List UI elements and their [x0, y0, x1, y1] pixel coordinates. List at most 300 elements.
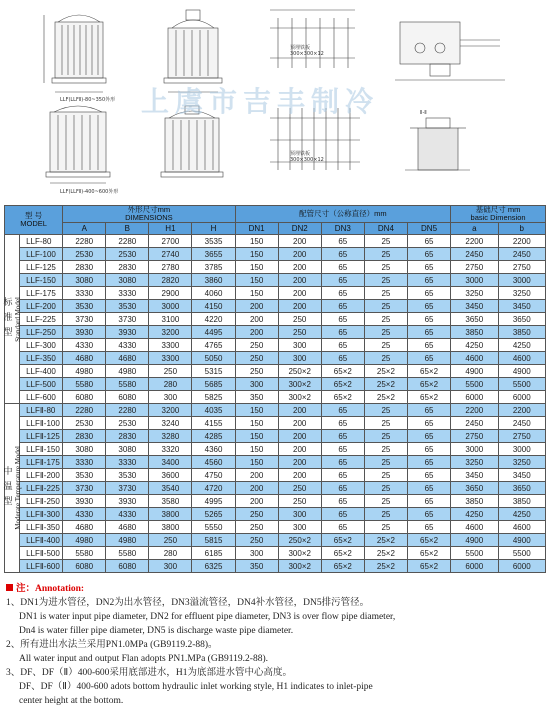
value-cell: 3400	[149, 456, 192, 469]
value-cell: 65×2	[321, 547, 364, 560]
value-cell: 150	[235, 235, 278, 248]
value-cell: 3530	[106, 469, 149, 482]
value-cell: 200	[278, 404, 321, 417]
value-cell: 4330	[63, 508, 106, 521]
value-cell: 2530	[106, 417, 149, 430]
value-cell: 5500	[498, 547, 545, 560]
model-cell: LLFⅡ-300	[20, 508, 63, 521]
model-cell: LLFⅡ-400	[20, 534, 63, 547]
model-cell: LLF-300	[20, 339, 63, 352]
value-cell: 300	[278, 521, 321, 534]
value-cell: 4600	[498, 352, 545, 365]
value-cell: 200	[278, 443, 321, 456]
value-cell: 65	[407, 508, 450, 521]
value-cell: 300×2	[278, 391, 321, 404]
value-cell: 3200	[149, 404, 192, 417]
note-line: DN1 is water input pipe diameter, DN2 for effluent pipe diameter, DN3 is over flow pipe diameter,	[19, 612, 396, 622]
model-cell: LLF-100	[20, 248, 63, 261]
value-cell: 2780	[149, 261, 192, 274]
value-cell: 3730	[106, 313, 149, 326]
table-row	[5, 248, 546, 261]
value-cell: 3200	[149, 326, 192, 339]
value-cell: 3650	[498, 482, 545, 495]
value-cell: 2530	[63, 417, 106, 430]
value-cell: 3850	[451, 326, 498, 339]
value-cell: 4250	[498, 339, 545, 352]
value-cell: 65	[407, 326, 450, 339]
value-cell: 3580	[149, 495, 192, 508]
value-cell: 3930	[63, 326, 106, 339]
model-cell: LLFⅡ-150	[20, 443, 63, 456]
model-cell: LLFⅡ-80	[20, 404, 63, 417]
value-cell: 25×2	[364, 560, 407, 573]
value-cell: 300	[278, 508, 321, 521]
value-cell: 65	[321, 261, 364, 274]
value-cell: 65	[407, 274, 450, 287]
value-cell: 5500	[498, 378, 545, 391]
value-cell: 5580	[63, 378, 106, 391]
value-cell: 4250	[451, 339, 498, 352]
value-cell: 4980	[63, 534, 106, 547]
column-header: H	[192, 223, 235, 235]
table-row	[5, 469, 546, 482]
value-cell: 65	[321, 456, 364, 469]
value-cell: 200	[278, 274, 321, 287]
value-cell: 3800	[149, 508, 192, 521]
value-cell: 65×2	[407, 547, 450, 560]
value-cell: 3530	[63, 300, 106, 313]
table-body	[1, 235, 546, 573]
value-cell: 4330	[106, 508, 149, 521]
model-cell: LLFⅡ-600	[20, 560, 63, 573]
value-cell: 25	[364, 469, 407, 482]
value-cell: 25	[364, 248, 407, 261]
note-line: DF、DF（Ⅱ）400-600 adots bottom hydraulic inlet working style, H1 indicates to inlet-pipe	[19, 682, 373, 692]
note-line: center height at the bottom.	[19, 696, 124, 706]
value-cell: 3450	[498, 469, 545, 482]
value-cell: 2900	[149, 287, 192, 300]
value-cell: 200	[235, 313, 278, 326]
column-header: DN1	[235, 223, 278, 235]
value-cell: 65	[407, 430, 450, 443]
column-header-row	[5, 223, 546, 235]
value-cell: 4060	[192, 287, 235, 300]
value-cell: 6000	[451, 391, 498, 404]
value-cell: 65	[407, 443, 450, 456]
value-cell: 200	[278, 261, 321, 274]
tower-elevation-3	[46, 106, 110, 183]
value-cell: 2450	[451, 248, 498, 261]
value-cell: 250	[235, 508, 278, 521]
value-cell: 65×2	[407, 365, 450, 378]
table-row	[5, 456, 546, 469]
value-cell: 65	[321, 404, 364, 417]
value-cell: 150	[235, 417, 278, 430]
value-cell: 6000	[451, 560, 498, 573]
value-cell: 65	[321, 313, 364, 326]
value-cell: 65	[321, 508, 364, 521]
value-cell: 250×2	[278, 534, 321, 547]
table-row	[5, 547, 546, 560]
tower-elevation-1	[44, 15, 106, 92]
column-header: A	[63, 223, 106, 235]
value-cell: 6080	[106, 391, 149, 404]
value-cell: 3250	[498, 287, 545, 300]
value-cell: 25×2	[364, 534, 407, 547]
value-cell: 65	[407, 248, 450, 261]
value-cell: 25	[364, 495, 407, 508]
value-cell: 300×2	[278, 547, 321, 560]
group-label-en: Standard Model	[13, 296, 22, 342]
model-cell: LLFⅡ-250	[20, 495, 63, 508]
value-cell: 4330	[63, 339, 106, 352]
value-cell: 5685	[192, 378, 235, 391]
value-cell: 350	[235, 391, 278, 404]
value-cell: 2280	[106, 404, 149, 417]
table-row	[5, 378, 546, 391]
table-row	[5, 300, 546, 313]
value-cell: 25	[364, 300, 407, 313]
value-cell: 25	[364, 313, 407, 326]
value-cell: 4360	[192, 443, 235, 456]
table-row	[5, 274, 546, 287]
value-cell: 25	[364, 482, 407, 495]
value-cell: 3080	[63, 443, 106, 456]
value-cell: 3655	[192, 248, 235, 261]
value-cell: 65	[321, 482, 364, 495]
model-group-label	[1, 235, 22, 404]
value-cell: 4680	[63, 352, 106, 365]
value-cell: 5580	[106, 547, 149, 560]
column-header: DN2	[278, 223, 321, 235]
value-cell: 200	[278, 417, 321, 430]
value-cell: 25	[364, 339, 407, 352]
value-cell: 3930	[106, 495, 149, 508]
value-cell: 3860	[192, 274, 235, 287]
value-cell: 65	[407, 261, 450, 274]
table-row	[5, 521, 546, 534]
value-cell: 2530	[106, 248, 149, 261]
value-cell: 350	[235, 560, 278, 573]
value-cell: 3300	[149, 339, 192, 352]
value-cell: 200	[278, 248, 321, 261]
foundation-plan-1	[270, 10, 355, 68]
column-header: a	[451, 223, 498, 235]
value-cell: 65×2	[407, 534, 450, 547]
pipe-connection-detail	[395, 22, 505, 80]
value-cell: 2830	[106, 261, 149, 274]
value-cell: 3300	[149, 352, 192, 365]
bullet-square-icon	[6, 584, 13, 591]
value-cell: 2200	[451, 235, 498, 248]
note-line: All water input and output Flan adopts PN1.MPa (GB9119.2-88).	[19, 654, 269, 664]
table-row	[5, 404, 546, 417]
table-row	[5, 560, 546, 573]
value-cell: 3450	[451, 300, 498, 313]
value-cell: 3650	[451, 313, 498, 326]
header-pipe-size: 配管尺寸（公称直径）mm	[235, 206, 451, 223]
value-cell: 25	[364, 326, 407, 339]
column-header: b	[498, 223, 545, 235]
pipe-note-1: 预埋铁板	[290, 45, 311, 51]
value-cell: 4250	[451, 508, 498, 521]
model-cell: LLF-225	[20, 313, 63, 326]
value-cell: 65	[407, 469, 450, 482]
table-row	[5, 534, 546, 547]
value-cell: 65×2	[407, 560, 450, 573]
model-cell: LLFⅡ-100	[20, 417, 63, 430]
value-cell: 4980	[106, 365, 149, 378]
table-row	[5, 261, 546, 274]
value-cell: 4980	[106, 534, 149, 547]
value-cell: 4035	[192, 404, 235, 417]
value-cell: 25	[364, 261, 407, 274]
column-header: B	[106, 223, 149, 235]
value-cell: 6000	[498, 391, 545, 404]
value-cell: 150	[235, 261, 278, 274]
model-cell: LLFⅡ-225	[20, 482, 63, 495]
model-cell: LLF-125	[20, 261, 63, 274]
value-cell: 4155	[192, 417, 235, 430]
model-cell: LLF-80	[20, 235, 63, 248]
value-cell: 250	[149, 365, 192, 378]
value-cell: 65	[407, 495, 450, 508]
value-cell: 200	[278, 456, 321, 469]
value-cell: 3250	[451, 287, 498, 300]
value-cell: 4720	[192, 482, 235, 495]
value-cell: 300×2	[278, 560, 321, 573]
value-cell: 2830	[106, 430, 149, 443]
value-cell: 25	[364, 287, 407, 300]
value-cell: 250×2	[278, 365, 321, 378]
model-cell: LLFⅡ-500	[20, 547, 63, 560]
value-cell: 300	[149, 391, 192, 404]
value-cell: 3000	[451, 274, 498, 287]
value-cell: 4900	[451, 534, 498, 547]
value-cell: 2200	[451, 404, 498, 417]
value-cell: 300	[278, 352, 321, 365]
table-row	[5, 430, 546, 443]
value-cell: 3600	[149, 469, 192, 482]
caption-bottom-left: LLF(LLFⅡ)-400~600外形	[60, 189, 119, 195]
value-cell: 25	[364, 456, 407, 469]
value-cell: 250	[278, 326, 321, 339]
value-cell: 150	[235, 274, 278, 287]
value-cell: 300	[278, 339, 321, 352]
value-cell: 4150	[192, 300, 235, 313]
value-cell: 25	[364, 521, 407, 534]
value-cell: 3000	[498, 274, 545, 287]
value-cell: 65×2	[321, 534, 364, 547]
value-cell: 200	[235, 495, 278, 508]
table-row	[5, 482, 546, 495]
value-cell: 3320	[149, 443, 192, 456]
value-cell: 2450	[498, 417, 545, 430]
value-cell: 250	[235, 339, 278, 352]
foundation-section-detail	[405, 118, 470, 170]
value-cell: 65	[321, 417, 364, 430]
value-cell: 65×2	[321, 560, 364, 573]
value-cell: 3930	[106, 326, 149, 339]
value-cell: 4250	[498, 508, 545, 521]
value-cell: 25	[364, 430, 407, 443]
value-cell: 300	[235, 547, 278, 560]
value-cell: 3540	[149, 482, 192, 495]
value-cell: 3000	[498, 443, 545, 456]
value-cell: 3250	[451, 456, 498, 469]
value-cell: 200	[278, 430, 321, 443]
value-cell: 4495	[192, 326, 235, 339]
value-cell: 65	[321, 235, 364, 248]
value-cell: 150	[235, 404, 278, 417]
model-cell: LLF-400	[20, 365, 63, 378]
watermark-text: 上虞市吉丰制冷	[140, 85, 379, 118]
value-cell: 4600	[451, 521, 498, 534]
table-row	[5, 352, 546, 365]
value-cell: 6080	[63, 560, 106, 573]
value-cell: 2750	[498, 261, 545, 274]
model-cell: LLF-150	[20, 274, 63, 287]
model-cell: LLF-350	[20, 352, 63, 365]
value-cell: 200	[278, 469, 321, 482]
value-cell: 4600	[498, 521, 545, 534]
value-cell: 65	[407, 404, 450, 417]
value-cell: 25	[364, 235, 407, 248]
value-cell: 5265	[192, 508, 235, 521]
value-cell: 25	[364, 352, 407, 365]
value-cell: 65×2	[407, 378, 450, 391]
value-cell: 4900	[498, 534, 545, 547]
value-cell: 3330	[106, 456, 149, 469]
value-cell: 300×2	[278, 378, 321, 391]
value-cell: 25×2	[364, 365, 407, 378]
table-row	[5, 235, 546, 248]
value-cell: 150	[235, 248, 278, 261]
value-cell: 65	[321, 248, 364, 261]
value-cell: 3240	[149, 417, 192, 430]
value-cell: 65	[407, 417, 450, 430]
model-cell: LLF-500	[20, 378, 63, 391]
value-cell: 4765	[192, 339, 235, 352]
value-cell: 65×2	[321, 378, 364, 391]
value-cell: 2830	[63, 430, 106, 443]
value-cell: 4220	[192, 313, 235, 326]
value-cell: 3730	[63, 482, 106, 495]
value-cell: 3850	[498, 326, 545, 339]
caption-top-left: LLF(LLFⅡ)-80~350外形	[60, 97, 116, 103]
value-cell: 65	[321, 287, 364, 300]
model-cell: LLF-250	[20, 326, 63, 339]
value-cell: 5500	[451, 547, 498, 560]
value-cell: 4980	[63, 365, 106, 378]
pipe-note-2: 预埋铁板	[290, 151, 311, 157]
value-cell: 200	[235, 300, 278, 313]
value-cell: 200	[278, 300, 321, 313]
value-cell: 3650	[498, 313, 545, 326]
value-cell: 3330	[106, 287, 149, 300]
value-cell: 65	[321, 300, 364, 313]
value-cell: 65	[407, 339, 450, 352]
value-cell: 65	[407, 456, 450, 469]
table-row	[5, 508, 546, 521]
value-cell: 65	[407, 235, 450, 248]
value-cell: 25	[364, 443, 407, 456]
value-cell: 3850	[498, 495, 545, 508]
value-cell: 200	[235, 482, 278, 495]
value-cell: 250	[278, 482, 321, 495]
value-cell: 200	[235, 326, 278, 339]
value-cell: 2200	[498, 404, 545, 417]
value-cell: 65	[407, 521, 450, 534]
value-cell: 250	[278, 313, 321, 326]
value-cell: 65	[321, 430, 364, 443]
value-cell: 6325	[192, 560, 235, 573]
value-cell: 300	[235, 378, 278, 391]
table-row	[5, 495, 546, 508]
value-cell: 3530	[63, 469, 106, 482]
pipe-note-2-size: 300×300×12	[290, 157, 324, 163]
header-basic-dimension: 基础尺寸 mm basic Dimension	[451, 206, 546, 223]
value-cell: 65	[321, 521, 364, 534]
value-cell: 6000	[498, 560, 545, 573]
value-cell: 3785	[192, 261, 235, 274]
value-cell: 200	[278, 287, 321, 300]
value-cell: 65×2	[407, 391, 450, 404]
value-cell: 3650	[451, 482, 498, 495]
table-row	[5, 326, 546, 339]
value-cell: 280	[149, 378, 192, 391]
value-cell: 25	[364, 274, 407, 287]
value-cell: 3730	[63, 313, 106, 326]
value-cell: 3450	[498, 300, 545, 313]
section-label: Ⅱ-Ⅱ	[420, 110, 427, 116]
value-cell: 250	[235, 365, 278, 378]
value-cell: 65×2	[321, 365, 364, 378]
column-header: DN3	[321, 223, 364, 235]
value-cell: 2820	[149, 274, 192, 287]
value-cell: 3280	[149, 430, 192, 443]
note-line: Dn4 is water filler pipe diameter, DN5 is discharge waste pipe diameter.	[19, 626, 294, 636]
model-cell: LLFⅡ-350	[20, 521, 63, 534]
value-cell: 250	[278, 495, 321, 508]
value-cell: 4750	[192, 469, 235, 482]
value-cell: 25	[364, 404, 407, 417]
value-cell: 3730	[106, 482, 149, 495]
value-cell: 2530	[63, 248, 106, 261]
value-cell: 250	[149, 534, 192, 547]
value-cell: 3800	[149, 521, 192, 534]
value-cell: 4900	[451, 365, 498, 378]
model-group-label	[1, 404, 22, 573]
annotation-notes	[6, 582, 546, 708]
value-cell: 65	[407, 482, 450, 495]
value-cell: 2280	[63, 235, 106, 248]
value-cell: 3930	[63, 495, 106, 508]
note-line: 3、DF、DF（Ⅱ）400-600采用底部进水，H1为底部进水管中心高度。	[6, 668, 292, 678]
value-cell: 25×2	[364, 391, 407, 404]
value-cell: 25×2	[364, 547, 407, 560]
value-cell: 280	[149, 547, 192, 560]
value-cell: 65	[407, 352, 450, 365]
table-row	[5, 313, 546, 326]
value-cell: 4330	[106, 339, 149, 352]
table-row	[5, 417, 546, 430]
value-cell: 4600	[451, 352, 498, 365]
value-cell: 65	[321, 443, 364, 456]
value-cell: 3080	[106, 443, 149, 456]
value-cell: 3450	[451, 469, 498, 482]
table-row	[5, 339, 546, 352]
